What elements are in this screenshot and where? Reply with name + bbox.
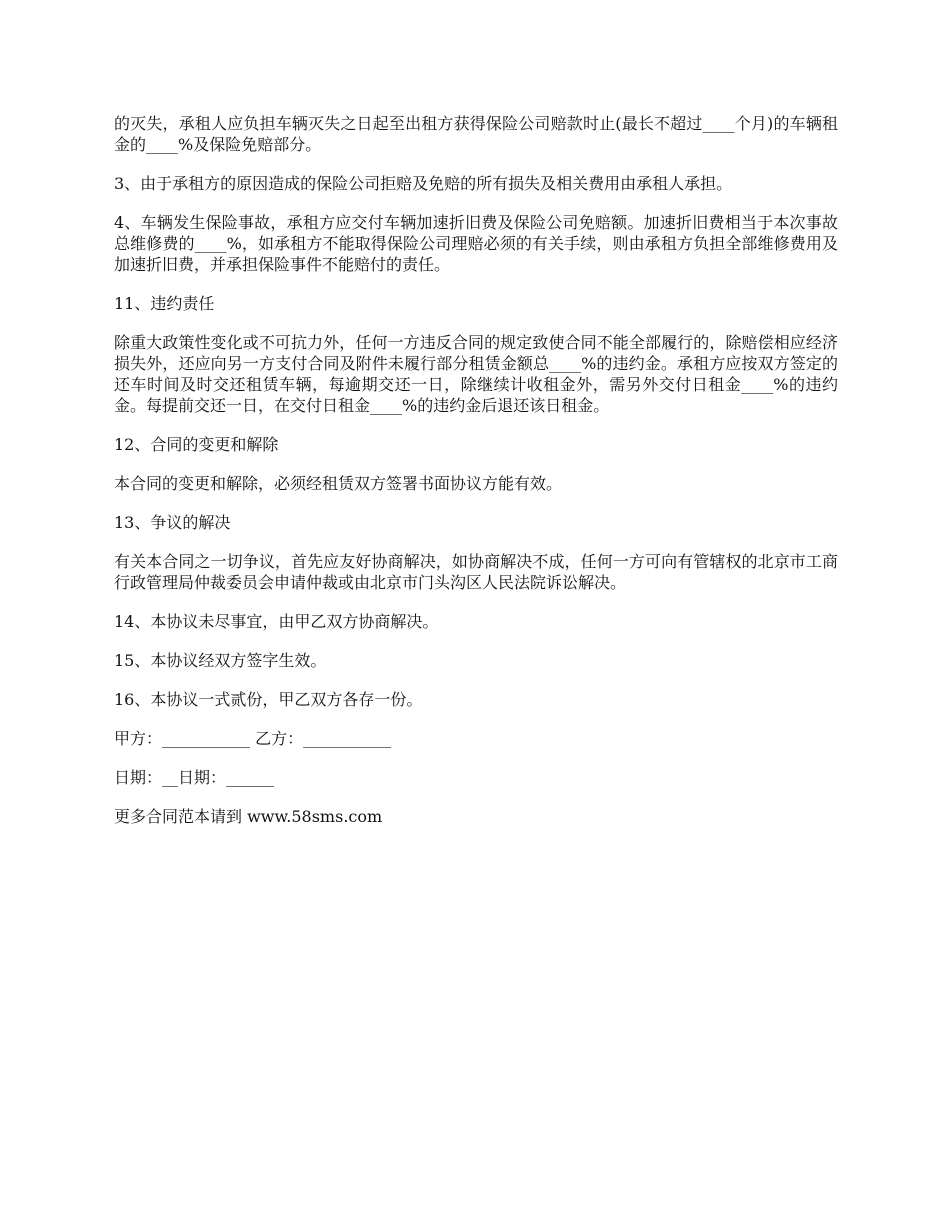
clause-4-insurance-accident: 4、车辆发生保险事故，承租方应交付车辆加速折旧费及保险公司免赔额。加速折旧费相当于本次事故总维修费的____%，如承租方不能取得保险公司理赔必须的有关手续，则由承租方负担全部维修费用及加速折旧费，并承担保险事件不能赔付的责任。: [114, 213, 838, 274]
paragraph-change-termination: 本合同的变更和解除，必须经租赁双方签署书面协议方能有效。: [114, 474, 563, 493]
paragraph-dispute-resolution: 有关本合同之一切争议，首先应友好协商解决，如协商解决不成，任何一方可向有管辖权的北京市工商行政管理局仲裁委员会申请仲裁或由北京市门头沟区人民法院诉讼解决。: [114, 552, 838, 592]
section-heading-11-breach: 11、违约责任: [114, 294, 215, 313]
paragraph-breach-liability: 除重大政策性变化或不可抗力外，任何一方违反合同的规定致使合同不能全部履行的，除赔偿相应经济损失外，还应向另一方支付合同及附件未履行部分租赁金额总____%的违约金。承租方应按双方签定的还车时间及时交还租赁车辆，每逾期交还一日，除继续计收租金外，需另外交付日租金____%的违约金。每提前交还一日，在交付日租金____%的违约金后退还该日租金。: [114, 333, 838, 415]
footer-more-templates: 更多合同范本请到 www.58sms.com: [114, 807, 383, 826]
section-heading-12-change-termination: 12、合同的变更和解除: [114, 435, 279, 454]
paragraph-insurance-loss-continued: 的灭失，承租人应负担车辆灭失之日起至出租方获得保险公司赔款时止(最长不超过____个月)的车辆租金的____%及保险免赔部分。: [114, 114, 838, 154]
signature-line-parties: 甲方：___________ 乙方：___________: [114, 729, 392, 748]
signature-line-dates: 日期：__日期：______: [114, 768, 275, 787]
document-body: [114, 113, 838, 845]
clause-16-copies: 16、本协议一式贰份，甲乙双方各存一份。: [114, 690, 423, 709]
section-heading-13-dispute: 13、争议的解决: [114, 513, 231, 532]
clause-15-effective: 15、本协议经双方签字生效。: [114, 651, 327, 670]
clause-14-unresolved-matters: 14、本协议未尽事宜，由甲乙双方协商解决。: [114, 612, 439, 631]
clause-3-insurance-refusal: 3、由于承租方的原因造成的保险公司拒赔及免赔的所有损失及相关费用由承租人承担。: [114, 174, 733, 193]
